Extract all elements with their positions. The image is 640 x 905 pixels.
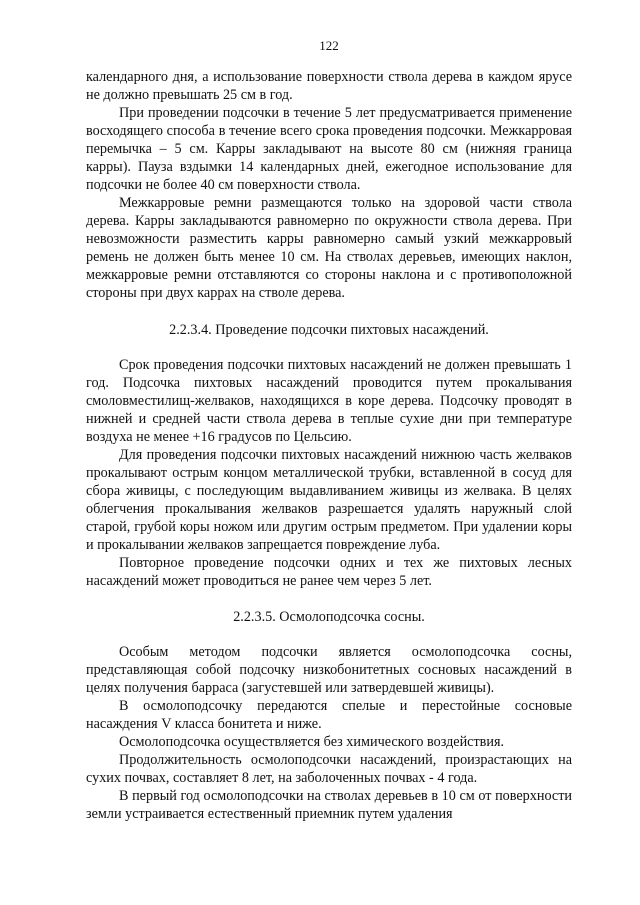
paragraph: При проведении подсочки в течение 5 лет предусматривается применение восходящего способа в течение всего срока проведения подсочки. Межкарровая перемычка – 5 см. Карры закладывают на высоте 80 см (нижняя граница карры). Пауза вздымки 14 календарных дней, ежегодное использование для подсочки не более 40 см поверхности ствола. xyxy=(86,105,572,193)
page-number: 122 xyxy=(319,38,339,53)
paragraph: Осмолоподсочка осуществляется без химического воздействия. xyxy=(119,734,505,750)
paragraph: Повторное проведение подсочки одних и тех же пихтовых лесных насаждений может проводиться не ранее чем через 5 лет. xyxy=(86,555,572,589)
paragraph: Срок проведения подсочки пихтовых насаждений не должен превышать 1 год. Подсочка пихтовых насаждений проводится путем прокалывания смоловместилищ-желваков, находящихся в коре дерева. Подсочку проводят в нижней и средней части ствола дерева в теплые сухие дни при температуре воздуха не менее +16 градусов по Цельсию. xyxy=(86,357,572,445)
paragraph-continuation: календарного дня, а использование поверхности ствола дерева в каждом ярусе не должно превышать 25 см в год. xyxy=(86,69,572,103)
paragraph: Особым методом подсочки является осмолоподсочка сосны, представляющая собой подсочку низкобонитетных сосновых насаждений в целях получения барраса (загустевшей или затвердевшей живицы). xyxy=(86,644,572,696)
paragraph: В осмолоподсочку передаются спелые и перестойные сосновые насаждения V класса бонитета и ниже. xyxy=(86,698,572,732)
section-heading-fir: 2.2.3.4. Проведение подсочки пихтовых насаждений. xyxy=(169,322,489,338)
document-body xyxy=(86,68,572,823)
paragraph: В первый год осмолоподсочки на стволах деревьев в 10 см от поверхности земли устраивается естественный приемник путем удаления xyxy=(86,788,572,822)
paragraph: Продолжительность осмолоподсочки насаждений, произрастающих на сухих почвах, составляет 8 лет, на заболоченных почвах - 4 года. xyxy=(86,752,572,786)
paragraph: Для проведения подсочки пихтовых насаждений нижнюю часть желваков прокалывают острым концом металлической трубки, вставленной в сосуд для сбора живицы, с последующим выдавливанием живицы из желвака. В целях облегчения прокалывания желваков разрешается удалять наружный слой старой, грубой коры ножом или другим острым предметом. При удалении коры и прокалывании желваков запрещается повреждение луба. xyxy=(86,447,572,553)
paragraph: Межкарровые ремни размещаются только на здоровой части ствола дерева. Карры закладываются равномерно по окружности ствола дерева. При невозможности разместить карры равномерно самый узкий межкарровый ремень не должен быть менее 10 см. На стволах деревьев, имеющих наклон, межкарровые ремни отставляются со стороны наклона и с противоположной стороны при двух каррах на стволе дерева. xyxy=(86,195,572,301)
section-heading-pine: 2.2.3.5. Осмолоподсочка сосны. xyxy=(233,609,425,625)
